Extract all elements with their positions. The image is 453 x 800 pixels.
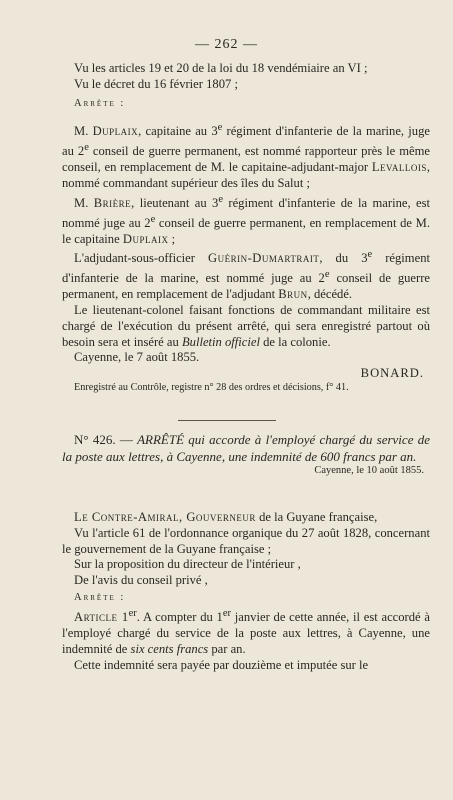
paragraph-place-date: Cayenne, le 7 août 1855. — [74, 350, 200, 365]
block-arrete-1 — [62, 98, 430, 109]
block-body-1 — [62, 120, 430, 394]
decree-title: ARRÊTÉ qui accorde à l'employé chargé du service de la poste aux lettres, à Cayenne, une indemnité de 600 francs par an. — [62, 432, 430, 464]
person-name: Duplaix — [122, 231, 169, 246]
person-name: Guérin-Dumartrait — [208, 251, 320, 266]
decree-number: N° 426. — [74, 432, 116, 447]
person-name: Brun — [278, 287, 308, 302]
paragraph-vu-ordonnance: Vu l'article 61 de l'ordonnance organique du 27 août 1828, concernant le gouvernement de la Guyane française ; — [62, 525, 430, 556]
person-name: Brière — [93, 195, 132, 210]
paragraph-gouverneur: Le Contre-Amiral, Gouverneur de la Guyane française, — [74, 510, 378, 524]
decree-date: Cayenne, le 10 août 1855. — [314, 465, 424, 477]
paragraph-execution: Le lieutenant-colonel faisant fonctions de commandant militaire est chargé de l'exécution du présent arrêté, qui sera enregistré partout où besoin sera et inséré au Bulletin officiel de la colonie. — [62, 303, 430, 349]
paragraph-vu-decret: Vu le décret du 16 février 1807 ; — [74, 76, 238, 91]
page-number: — 262 — — [195, 37, 258, 52]
registration-note: Enregistré au Contrôle, registre n° 28 des ordres et décisions, f° 41. — [74, 382, 349, 394]
block-body-2 — [62, 510, 430, 673]
person-name: Levallois — [371, 159, 427, 174]
paragraph-payment: Cette indemnité sera payée par douzième et imputée sur le — [74, 657, 369, 672]
section-divider — [178, 420, 276, 421]
arrete-heading: Arrête : — [74, 591, 126, 603]
paragraph-proposition: Sur la proposition du directeur de l'intérieur , — [74, 557, 301, 572]
signature: BONARD. — [360, 366, 424, 381]
block-heading-426 — [62, 432, 430, 476]
person-name: Duplaix — [92, 124, 139, 139]
paragraph-briere: M. Brière, lieutenant au 3e régiment d'infanterie de la marine, est nommé juge au 2e conseil de guerre permanent, en remplacement de M. le capitaine Duplaix ; — [62, 193, 431, 246]
paragraph-article-1: Article 1er. A compter du 1er janvier de cette année, il est accordé à l'employé chargé du service de la poste aux lettres, à Cayenne, une indemnité de six cents francs par an. — [62, 607, 430, 656]
paragraph-vu-articles: Vu les articles 19 et 20 de la loi du 18 vendémiaire an VI ; — [74, 61, 368, 75]
decree-heading: N° 426. — ARRÊTÉ qui accorde à l'employé chargé du service de la poste aux lettres, à Cayenne, une indemnité de 600 francs par an. — [62, 432, 430, 464]
block-vu — [62, 61, 430, 93]
paragraph-duplaix: M. Duplaix, capitaine au 3e régiment d'infanterie de la marine, juge au 2e conseil de guerre permanent, est nommé rapporteur près le même conseil, en remplacement de M. le capitaine-adjudant-major Levallois, nommé commandant supérieur des îles du Salut ; — [62, 122, 430, 190]
arrete-heading: Arrête : — [74, 98, 126, 109]
paragraph-avis: De l'avis du conseil privé , — [74, 573, 208, 588]
paragraph-guerin: L'adjudant-sous-officier Guérin-Dumartrait, du 3e régiment d'infanterie de la marine, est nommé juge au 2e conseil de guerre permanent, en remplacement de l'adjudant Brun, décédé. — [62, 249, 430, 302]
